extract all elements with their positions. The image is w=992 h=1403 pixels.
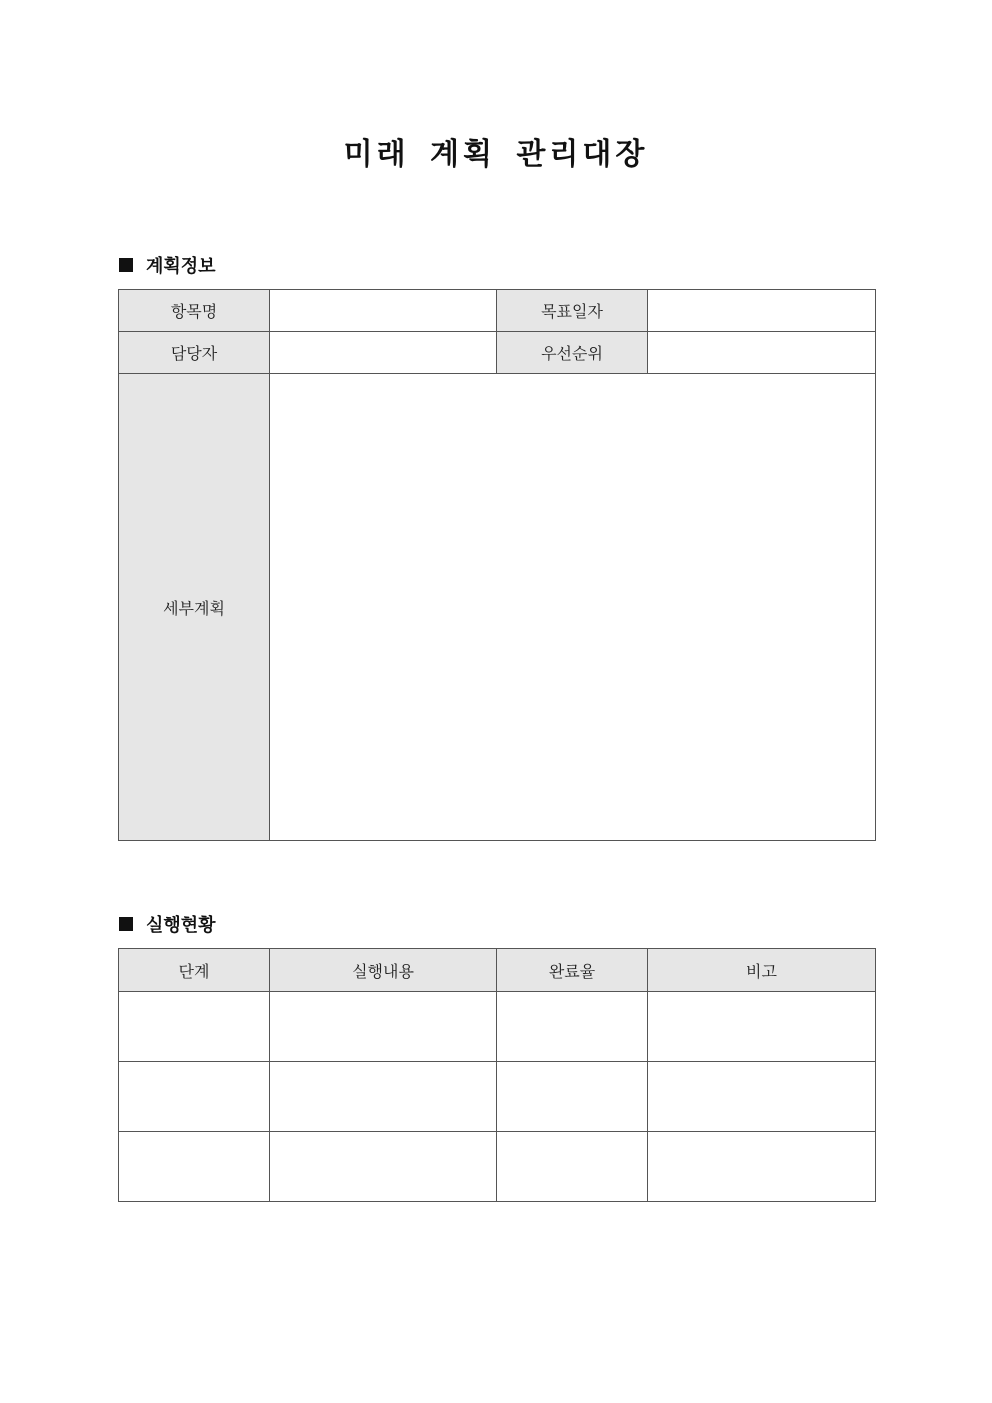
column-header-remarks: 비고 — [648, 949, 876, 992]
column-header-completion-rate: 완료율 — [497, 949, 648, 992]
stage-cell[interactable] — [119, 992, 270, 1062]
table-row — [119, 1062, 876, 1132]
column-header-stage: 단계 — [119, 949, 270, 992]
priority-value[interactable] — [648, 332, 876, 374]
plan-info-heading-text: 계획정보 — [146, 256, 216, 277]
remarks-cell[interactable] — [648, 1062, 876, 1132]
target-date-label: 목표일자 — [497, 290, 648, 332]
detail-plan-label: 세부계획 — [119, 374, 270, 841]
remarks-cell[interactable] — [648, 992, 876, 1062]
execution-status-heading — [119, 911, 216, 937]
table-header-row — [119, 949, 876, 992]
manager-label: 담당자 — [119, 332, 270, 374]
table-row — [119, 374, 876, 841]
stage-cell[interactable] — [119, 1132, 270, 1202]
column-header-content: 실행내용 — [270, 949, 497, 992]
stage-cell[interactable] — [119, 1062, 270, 1132]
square-bullet-icon — [119, 917, 133, 931]
completion-rate-cell[interactable] — [497, 992, 648, 1062]
execution-status-table — [118, 948, 876, 1202]
table-row — [119, 290, 876, 332]
target-date-value[interactable] — [648, 290, 876, 332]
priority-label: 우선순위 — [497, 332, 648, 374]
plan-info-table — [118, 289, 876, 841]
content-cell[interactable] — [270, 1132, 497, 1202]
table-row — [119, 332, 876, 374]
plan-info-heading — [119, 252, 216, 278]
detail-plan-value[interactable] — [270, 374, 876, 841]
manager-value[interactable] — [270, 332, 497, 374]
square-bullet-icon — [119, 258, 133, 272]
completion-rate-cell[interactable] — [497, 1062, 648, 1132]
completion-rate-cell[interactable] — [497, 1132, 648, 1202]
content-cell[interactable] — [270, 1062, 497, 1132]
content-cell[interactable] — [270, 992, 497, 1062]
item-name-value[interactable] — [270, 290, 497, 332]
document-title: 미래 계획 관리대장 — [343, 137, 649, 172]
item-name-label: 항목명 — [119, 290, 270, 332]
execution-status-heading-text: 실행현황 — [146, 915, 216, 936]
table-row — [119, 1132, 876, 1202]
table-row — [119, 992, 876, 1062]
remarks-cell[interactable] — [648, 1132, 876, 1202]
